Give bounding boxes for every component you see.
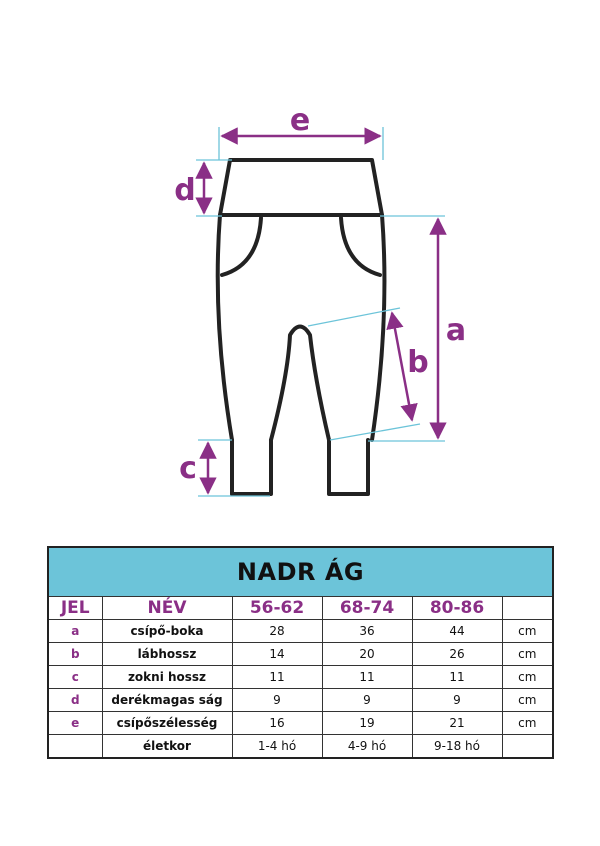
cell-jel: a [48,620,102,643]
header-nev: NÉV [102,597,232,620]
cell-unit: cm [502,666,553,689]
right-outer-leg [372,215,384,440]
pants-outline [218,160,385,494]
cell-value: 9 [322,689,412,712]
cell-value: 14 [232,643,322,666]
cell-jel: b [48,643,102,666]
cell-unit: cm [502,712,553,735]
label-d: d [174,173,196,208]
left-pocket [222,218,261,275]
cell-value: 11 [412,666,502,689]
left-cuff [232,440,271,494]
cell-value: 9 [232,689,322,712]
cell-nev: csípőszélesség [102,712,232,735]
cell-nev: zokni hossz [102,666,232,689]
cell-value: 9-18 hó [412,735,502,759]
header-row [48,597,553,620]
cell-value: 11 [322,666,412,689]
cell-value: 16 [232,712,322,735]
inner-legs-crotch [271,327,329,441]
table-row [48,735,553,759]
cell-value: 4-9 hó [322,735,412,759]
label-a: a [445,313,467,348]
cell-unit: cm [502,689,553,712]
cell-value: 9 [412,689,502,712]
header-size-2: 68-74 [322,597,412,620]
table-row [48,712,553,735]
cell-value: 21 [412,712,502,735]
cell-value: 20 [322,643,412,666]
cell-unit: cm [502,643,553,666]
size-table [47,546,554,759]
cell-unit [502,735,553,759]
cell-value: 11 [232,666,322,689]
cell-jel: e [48,712,102,735]
table-row [48,689,553,712]
label-e: e [289,103,311,138]
cell-value: 26 [412,643,502,666]
right-pocket [341,218,380,275]
dimension-arrows [204,136,438,493]
cell-nev: derékmagas ság [102,689,232,712]
right-cuff [329,440,368,494]
header-size-3: 80-86 [412,597,502,620]
cell-jel [48,735,102,759]
table-title: NADR ÁG [48,547,553,597]
cell-value: 36 [322,620,412,643]
left-outer-leg [218,215,232,440]
cell-value: 1-4 hó [232,735,322,759]
waistband [220,160,382,215]
cell-jel: d [48,689,102,712]
header-size-1: 56-62 [232,597,322,620]
cell-value: 44 [412,620,502,643]
table-row [48,643,553,666]
cell-value: 19 [322,712,412,735]
cell-nev: lábhossz [102,643,232,666]
cell-value: 28 [232,620,322,643]
table-row [48,620,553,643]
cell-unit: cm [502,620,553,643]
cell-jel: c [48,666,102,689]
header-jel: JEL [48,597,102,620]
table-row [48,666,553,689]
label-c: c [179,451,197,486]
cell-nev: életkor [102,735,232,759]
cell-nev: csípő-boka [102,620,232,643]
header-unit [502,597,553,620]
label-b: b [407,345,429,380]
